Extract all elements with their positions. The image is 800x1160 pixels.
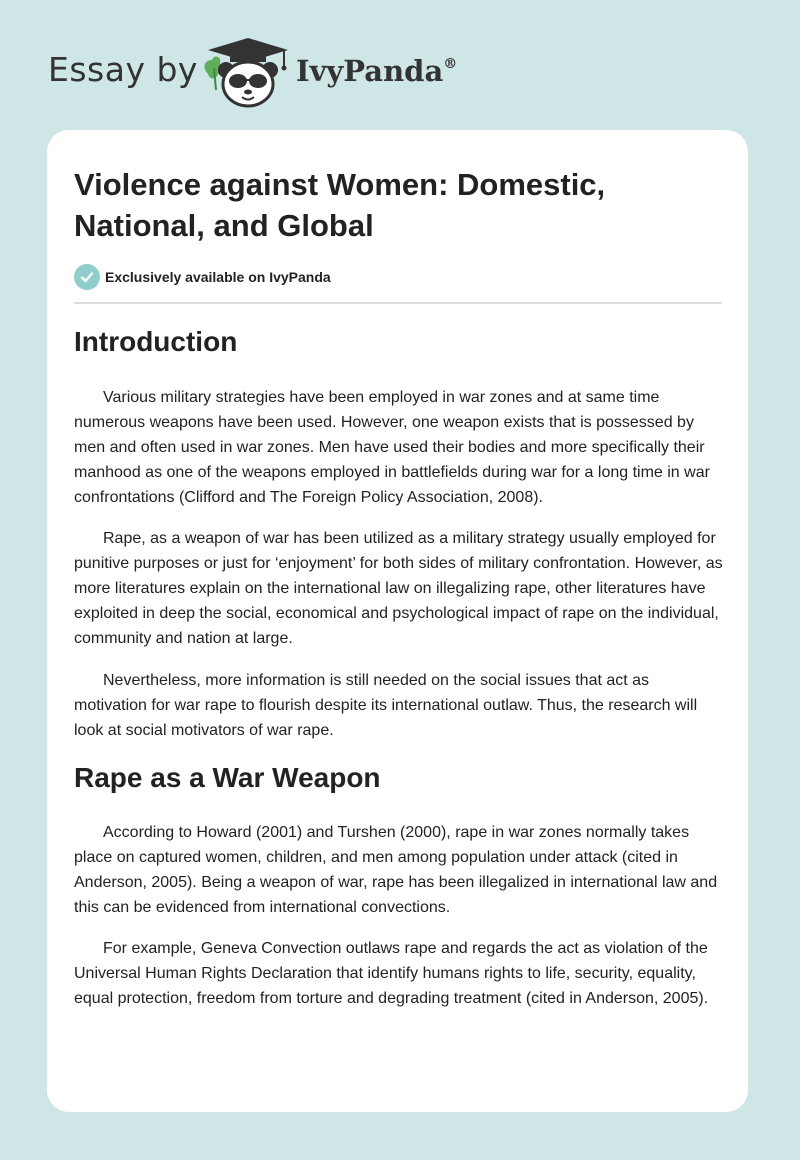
panda-graduate-icon <box>200 34 296 110</box>
paragraph: Nevertheless, more information is still needed on the social issues that act as motivation for war rape to flourish despite its international outlaw. Thus, the research will look at social motivators of war rape. <box>74 672 698 739</box>
paragraph: Rape, as a weapon of war has been utilized as a military strategy usually employed for punitive purposes or just for ‘enjoyment’ for both sides of military confrontation. However, as more literatures explain on the international law on illegalizing rape, other literatures have exploited in deep the social, economical and psychological impact of rape on the individual, community and nation at large. <box>74 530 723 647</box>
registered-mark: ® <box>443 56 458 73</box>
brand-text: IvyPanda <box>296 54 444 88</box>
paragraph: For example, Geneva Convection outlaws rape and regards the act as violation of the Universal Human Rights Declaration that identify humans rights to life, security, equality, equal protection, freedom from torture and degrading treatment (cited in Anderson, 2005). <box>74 940 709 1007</box>
ivypanda-logo[interactable] <box>200 34 296 110</box>
checkmark-icon <box>74 264 100 290</box>
site-header <box>0 0 800 130</box>
title-divider <box>74 302 722 304</box>
article-card <box>47 130 748 1112</box>
exclusive-label: Exclusively available on IvyPanda <box>105 269 331 285</box>
exclusive-badge <box>74 263 331 291</box>
section-heading-introduction: Introduction <box>74 326 238 357</box>
essay-by-label: Essay by <box>48 50 198 89</box>
article-title: Violence against Women: Domestic, National, and Global <box>74 167 606 243</box>
section-heading-rape-as-war-weapon: Rape as a War Weapon <box>74 762 381 793</box>
paragraph: According to Howard (2001) and Turshen (2000), rape in war zones normally takes place on captured women, children, and men among population under attack (cited in Anderson, 2005). Being a weapon of war, rape has been illegalized in international law and this can be evidenced from international convections. <box>74 824 718 916</box>
brand-name[interactable] <box>296 54 457 88</box>
paragraph: Various military strategies have been employed in war zones and at same time numerous weapons have been used. However, one weapon exists that is possessed by men and often used in war zones. Men have used their bodies and more specifically their manhood as one of the weapons employed in battlefields during war for a long time in war confrontations (Clifford and The Foreign Policy Association, 2008). <box>74 389 710 506</box>
